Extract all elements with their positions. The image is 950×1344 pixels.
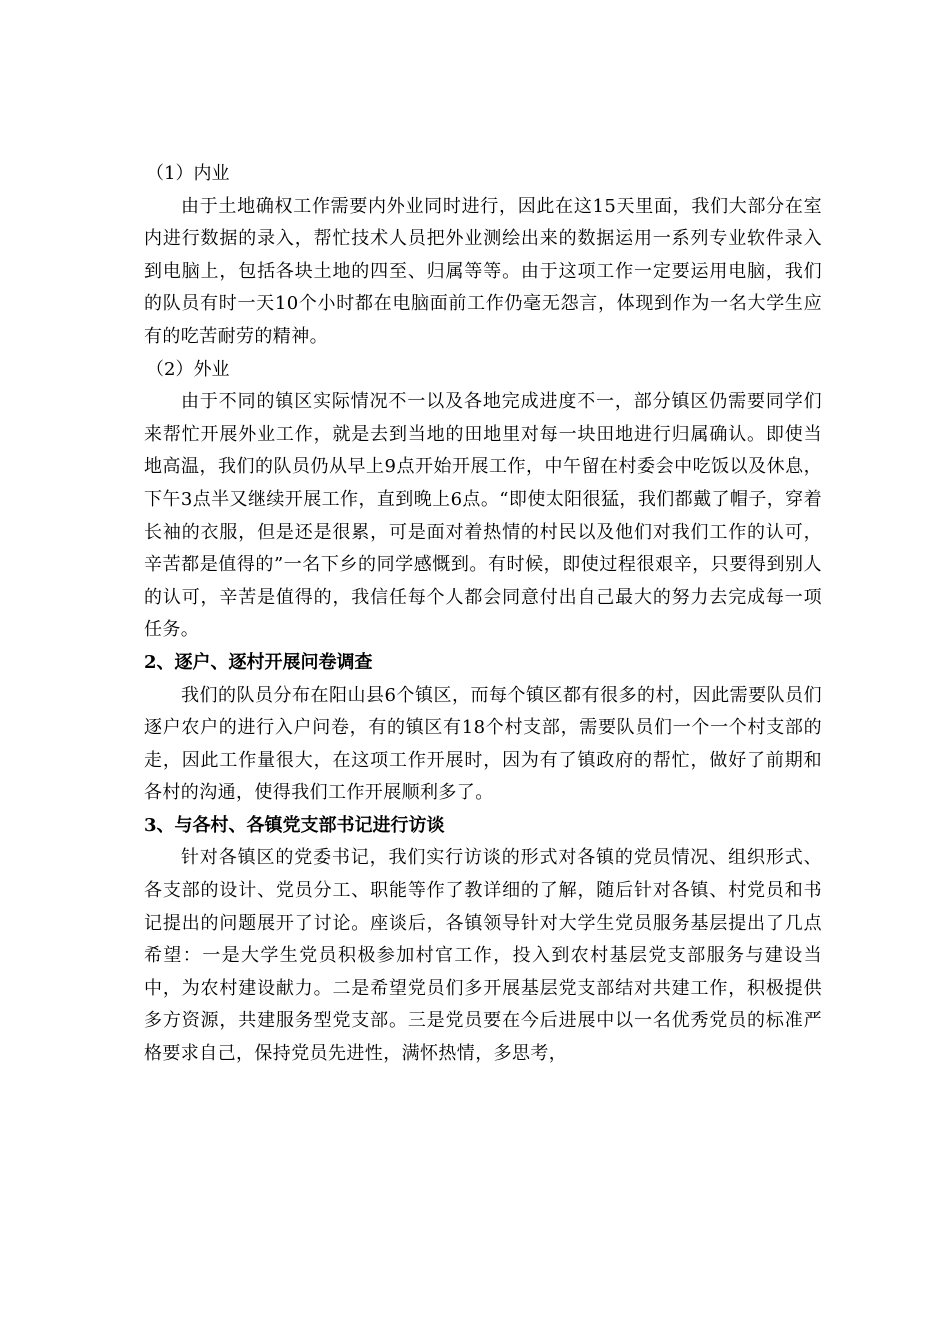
document-body	[144, 158, 822, 1071]
subheading-internal-work: （1）内业	[146, 163, 230, 184]
subheading-field-work: （2）外业	[146, 358, 230, 380]
paragraph-questionnaire: 我们的队员分布在阳山县6个镇区，而每个镇区都有很多的村，因此需要队员们逐户农户的进行入户问卷，有的镇区有18个村支部，需要队员们一个一个村支部的走，因此工作量很大，在这项工作开展时，因为有了镇政府的帮忙，做好了前期和各村的沟通，使得我们工作开展顺利多了。	[144, 684, 822, 804]
paragraph-internal-work: 由于土地确权工作需要内外业同时进行，因此在这15天里面，我们大部分在室内进行数据的录入，帮忙技术人员把外业测绘出来的数据运用一系列专业软件录入到电脑上，包括各块土地的四至、归属等等。由于这项工作一定要运用电脑，我们的队员有时一天10个小时都在电脑面前工作仍毫无怨言，体现到作为一名大学生应有的吃苦耐劳的精神。	[144, 195, 822, 347]
section-heading-questionnaire: 2、逐户、逐村开展问卷调查	[144, 651, 373, 673]
paragraph-interviews: 针对各镇区的党委书记，我们实行访谈的形式对各镇的党员情况、组织形式、各支部的设计、党员分工、职能等作了教详细的了解，随后针对各镇、村党员和书记提出的问题展开了讨论。座谈后，各镇领导针对大学生党员服务基层提出了几点希望：一是大学生党员积极参加村官工作，投入到农村基层党支部服务与建设当中，为农村建设献力。二是希望党员们多开展基层党支部结对共建工作，积极提供多方资源，共建服务型党支部。三是党员要在今后进展中以一名优秀党员的标准严格要求自己，保持党员先进性，满怀热情，多思考，	[144, 847, 822, 1065]
section-heading-interviews: 3、与各村、各镇党支部书记进行访谈	[144, 814, 445, 836]
paragraph-field-work: 由于不同的镇区实际情况不一以及各地完成进度不一，部分镇区仍需要同学们来帮忙开展外业工作，就是去到当地的田地里对每一块田地进行归属确认。即使当地高温，我们的队员仍从早上9点开始开展工作，中午留在村委会中吃饭以及休息，下午3点半又继续开展工作，直到晚上6点。“即使太阳很猛，我们都戴了帽子，穿着长袖的衣服，但是还是很累，可是面对着热情的村民以及他们对我们工作的认可，辛苦都是值得的”一名下乡的同学感慨到。有时候，即使过程很艰辛，只要得到别人的认可，辛苦是值得的，我信任每个人都会同意付出自己最大的努力去完成每一项任务。	[144, 391, 822, 641]
